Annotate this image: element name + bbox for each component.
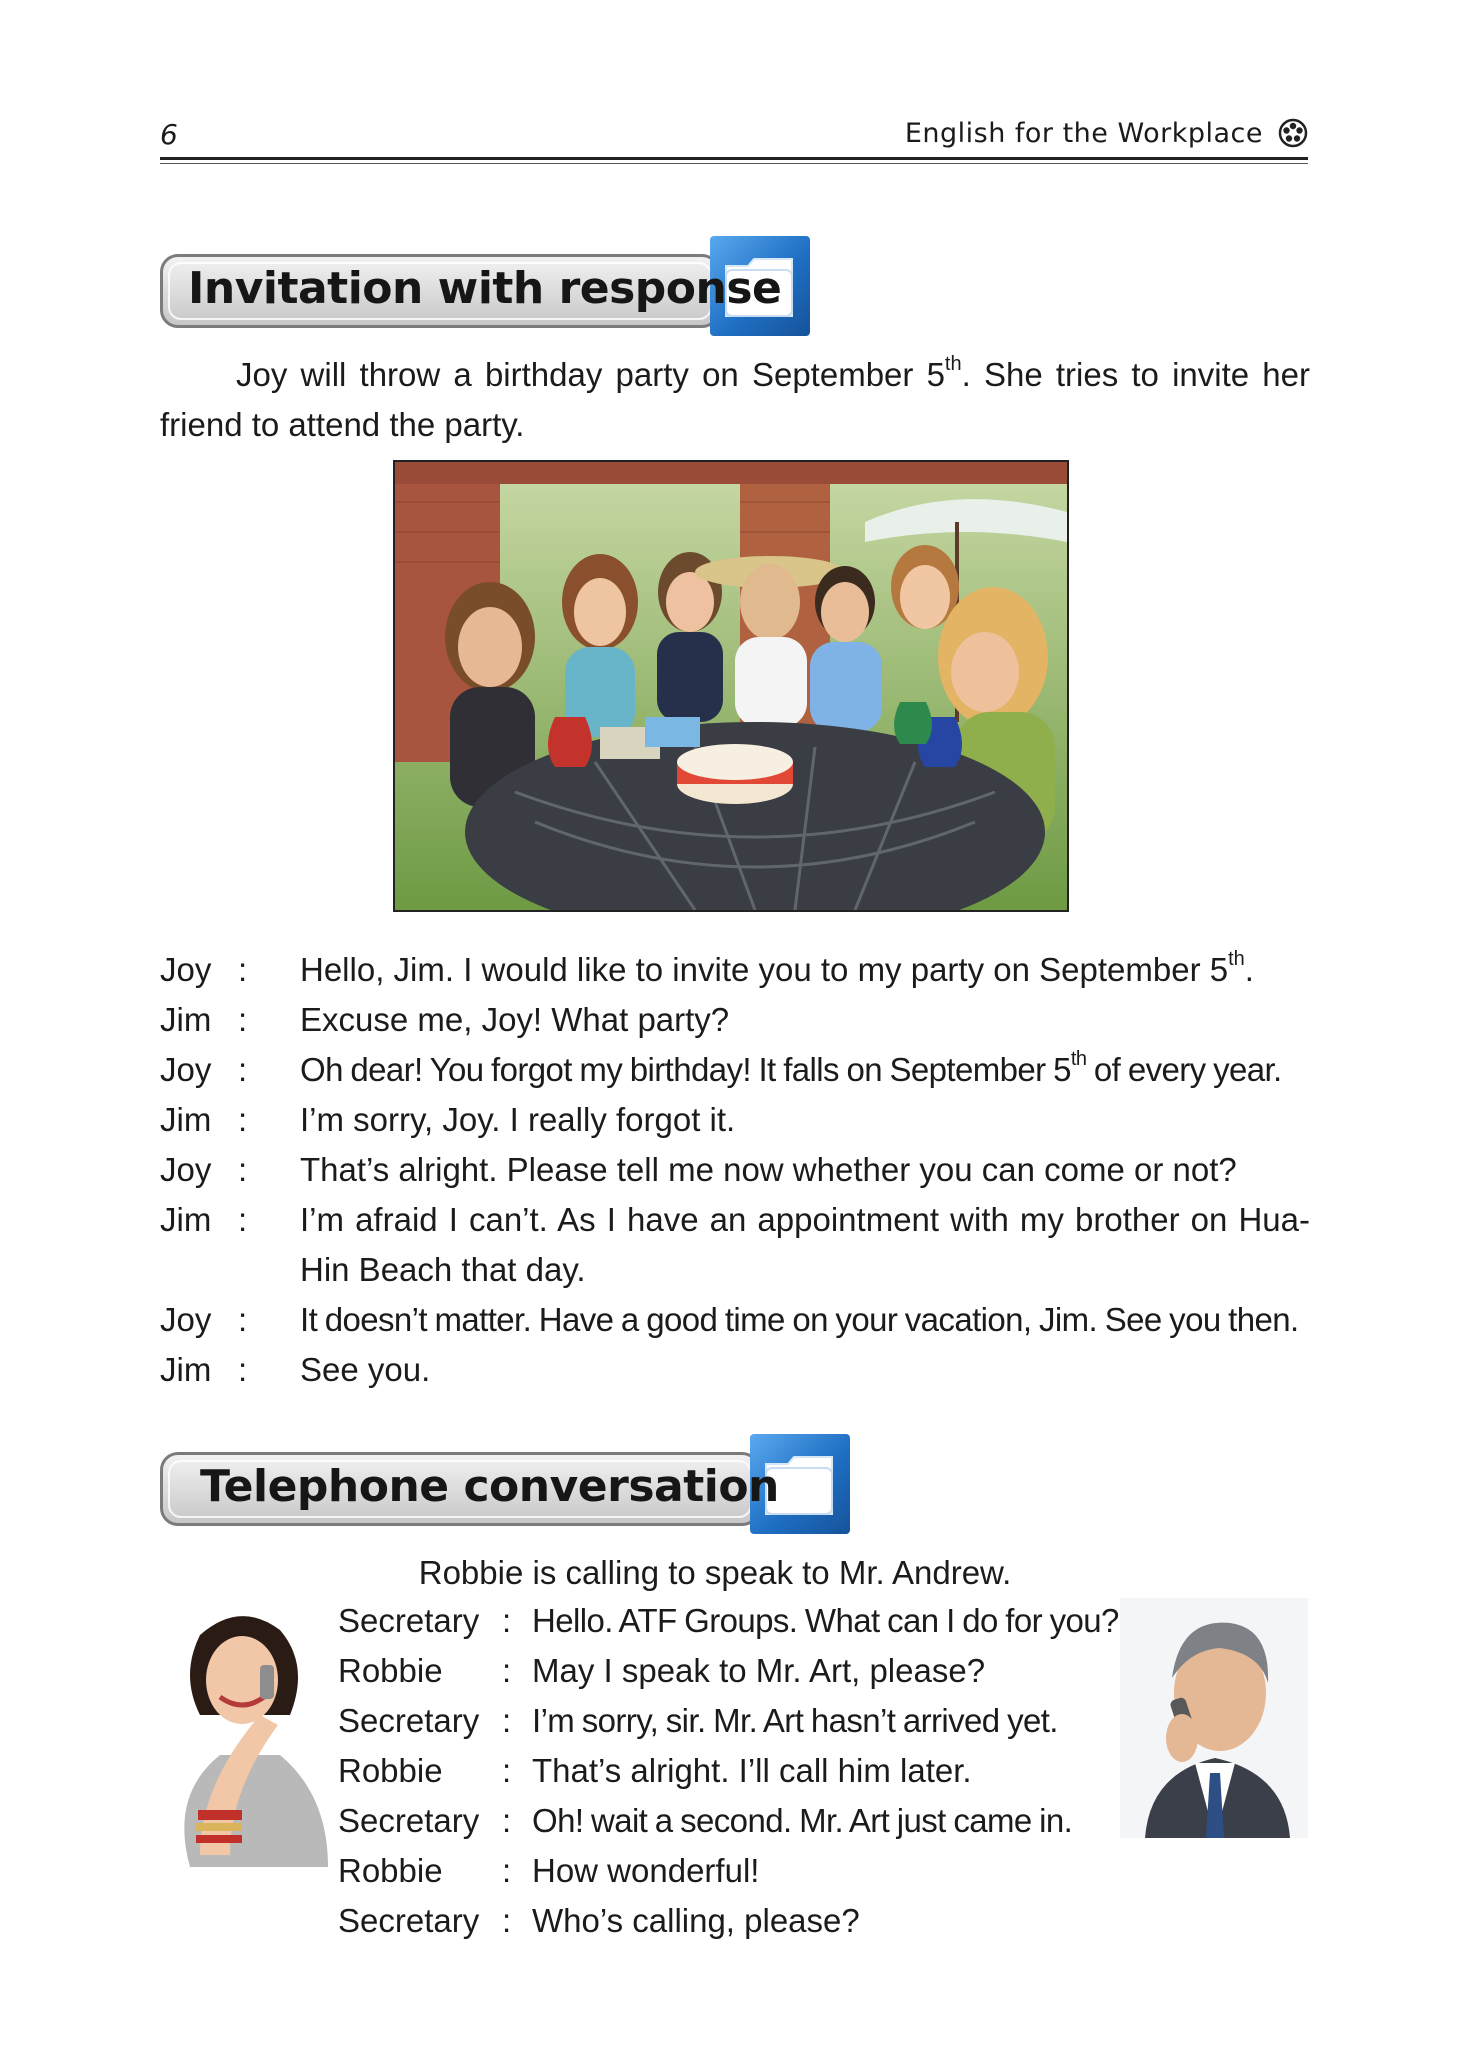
speaker-name: Jim: [160, 1001, 212, 1038]
dialogue-row: [338, 1896, 1128, 1946]
dialogue-row: [338, 1796, 1128, 1846]
colon-separator: :: [238, 1301, 248, 1338]
header-rule: [160, 157, 1308, 160]
dialogue-row: [338, 1596, 1128, 1646]
dialogue-line: See you.: [300, 1351, 431, 1388]
section-title: Invitation with response: [188, 263, 782, 314]
dialogue-row: [160, 1195, 1310, 1295]
dialogue-line: Hello. ATF Groups. What can I do for you?: [532, 1602, 1119, 1639]
flower-icon: [1278, 118, 1308, 148]
man-phone-photo: [1120, 1598, 1308, 1838]
speaker-name: Robbie: [338, 1852, 443, 1889]
colon-separator: :: [238, 951, 248, 988]
dialogue-row: [160, 1045, 1310, 1095]
speaker-name: Secretary: [338, 1902, 480, 1939]
speaker-name: Robbie: [338, 1652, 443, 1689]
speaker-name: Secretary: [338, 1602, 480, 1639]
speaker-name: Joy: [160, 1051, 212, 1088]
dialogue-line: That’s alright. Please tell me now whether you can come or not?: [300, 1151, 1237, 1188]
section-banner-telephone: [160, 1448, 850, 1534]
speaker-name: Jim: [160, 1351, 212, 1388]
speaker-name: Joy: [160, 951, 212, 988]
colon-separator: :: [238, 1101, 248, 1138]
phone-intro: Robbie is calling to speak to Mr. Andrew.: [418, 1554, 1012, 1591]
section-banner-invitation: [160, 250, 810, 336]
colon-separator: :: [502, 1802, 512, 1839]
page-number: 6: [160, 118, 178, 151]
colon-separator: :: [502, 1902, 512, 1939]
colon-separator: :: [502, 1652, 512, 1689]
dialogue-line: How wonderful!: [532, 1852, 760, 1889]
dialogue-row: [338, 1646, 1128, 1696]
speaker-name: Joy: [160, 1151, 212, 1188]
invitation-dialogue: [160, 945, 1310, 1395]
dialogue-line: I’m sorry, Joy. I really forgot it.: [300, 1101, 736, 1138]
dialogue-line: Oh! wait a second. Mr. Art just came in.: [532, 1802, 1073, 1839]
colon-separator: :: [502, 1602, 512, 1639]
dialogue-row: [160, 1095, 1310, 1145]
colon-separator: :: [502, 1852, 512, 1889]
dialogue-row: [160, 945, 1310, 995]
dialogue-row: [160, 995, 1310, 1045]
speaker-name: Secretary: [338, 1802, 480, 1839]
running-title: English for the Workplace: [904, 118, 1263, 149]
intro-paragraph: Joy will throw a birthday party on September 5th. She tries to invite her friend to attend the party.: [160, 353, 1310, 443]
dialogue-line: Who’s calling, please?: [532, 1902, 860, 1939]
colon-separator: :: [238, 1001, 248, 1038]
dialogue-row: [338, 1696, 1128, 1746]
dialogue-line: That’s alright. I’ll call him later.: [532, 1752, 972, 1789]
colon-separator: :: [238, 1151, 248, 1188]
dialogue-row: [160, 1145, 1310, 1195]
dialogue-row: [338, 1746, 1128, 1796]
dialogue-row: [160, 1345, 1310, 1395]
speaker-name: Secretary: [338, 1702, 480, 1739]
colon-separator: :: [502, 1702, 512, 1739]
header-rule-thin: [160, 163, 1308, 164]
colon-separator: :: [502, 1752, 512, 1789]
dialogue-line: I’m sorry, sir. Mr. Art hasn’t arrived yet.: [532, 1702, 1058, 1739]
colon-separator: :: [238, 1051, 248, 1088]
speaker-name: Robbie: [338, 1752, 443, 1789]
woman-phone-photo: [160, 1605, 328, 1867]
party-photo: [393, 460, 1069, 912]
dialogue-row: [160, 1295, 1310, 1345]
section-title: Telephone conversation: [200, 1461, 779, 1512]
telephone-dialogue: [338, 1596, 1128, 1946]
dialogue-line: Hello, Jim. I would like to invite you to my party on September 5th.: [300, 948, 1254, 988]
speaker-name: Jim: [160, 1201, 212, 1238]
colon-separator: :: [238, 1201, 248, 1238]
dialogue-line: May I speak to Mr. Art, please?: [532, 1652, 986, 1689]
dialogue-row: [338, 1846, 1128, 1896]
dialogue-line: I’m afraid I can’t. As I have an appointment with my brother on Hua-Hin Beach that day.: [300, 1201, 1310, 1288]
colon-separator: :: [238, 1351, 248, 1388]
dialogue-line: It doesn’t matter. Have a good time on your vacation, Jim. See you then.: [300, 1301, 1299, 1338]
speaker-name: Joy: [160, 1301, 212, 1338]
dialogue-line: Excuse me, Joy! What party?: [300, 1001, 730, 1038]
speaker-name: Jim: [160, 1101, 212, 1138]
dialogue-line: Oh dear! You forgot my birthday! It falls on September 5th of every year.: [300, 1048, 1282, 1088]
